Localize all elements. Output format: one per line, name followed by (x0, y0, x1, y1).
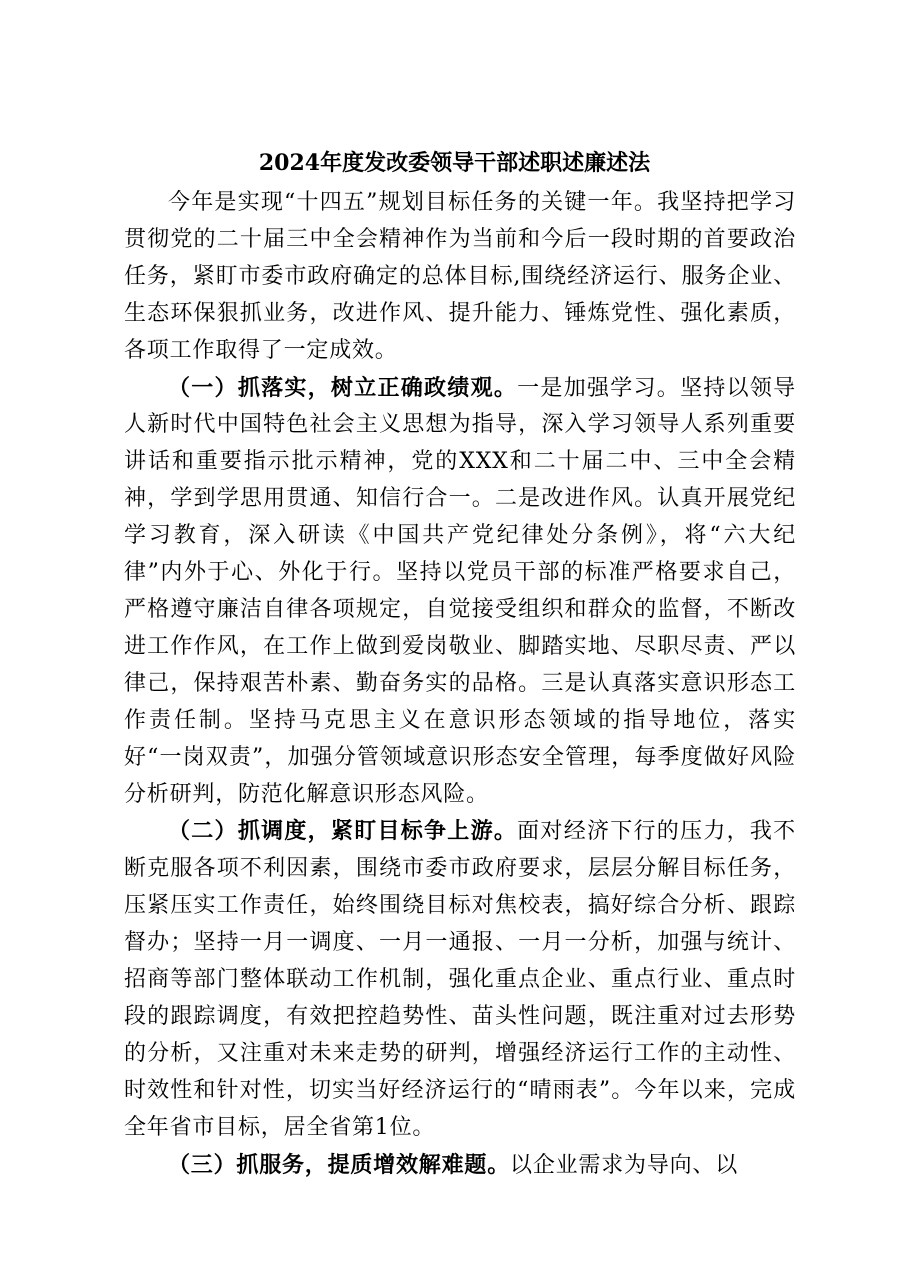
section-paragraph-2 (124, 813, 796, 1146)
section-text-2: 面对经济下行的压力，我不断克服各项不利因素，围绕市委市政府要求，层层分解目标任务，压紧压实工作责任，始终围绕目标对焦校表，搞好综合分析、跟踪督办；坚持一月一调度、一月一通报、一月一分析，加强与统计、招商等部门整体联动工作机制，强化重点企业、重点行业、重点时段的跟踪调度，有效把控趋势性、苗头性问题，既注重对过去形势的分析，又注重对未来走势的研判，增强经济运行工作的主动性、时效性和针对性，切实当好经济运行的“晴雨表”。今年以来，完成全年省市目标，居全省第1位。 (124, 819, 796, 1140)
section-paragraph-1 (124, 370, 796, 814)
document-title: 2024年度发改委领导干部述职述廉述法 (258, 150, 651, 176)
section-heading-1: （一）抓落实，树立正确政绩观。 (168, 374, 518, 401)
intro-paragraph: 今年是实现“十四五”规划目标任务的关键一年。我坚持把学习贯彻党的二十届三中全会精神作为当前和今后一段时期的首要政治任务，紧盯市委市政府确定的总体目标,围绕经济运行、服务企业、生态环保狠抓业务，改进作风、提升能力、锤炼党性、强化素质，各项工作取得了一定成效。 (124, 190, 796, 363)
section-text-3: 以企业需求为导向、以 (510, 1152, 739, 1178)
section-paragraph-3 (124, 1147, 796, 1185)
document-body (124, 185, 796, 1184)
section-heading-2: （二）抓调度，紧盯目标争上游。 (168, 818, 518, 845)
section-text-1: 一是加强学习。坚持以领导人新时代中国特色社会主义思想为指导，深入学习领导人系列重要讲话和重要指示批示精神，党的XXX和二十届二中、三中全会精神，学到学思用贯通、知信行合一。二是改进作风。认真开展党纪学习教育，深入研读《中国共产党纪律处分条例》，将“六大纪律”内外于心、外化于行。坚持以党员干部的标准严格要求自己，严格遵守廉洁自律各项规定，自觉接受组织和群众的监督，不断改进工作作风，在工作上做到爱岗敬业、脚踏实地、尽职尽责、严以律己，保持艰苦朴素、勤奋务实的品格。三是认真落实意识形态工作责任制。坚持马克思主义在意识形态领域的指导地位，落实好“一岗双责”，加强分管领域意识形态安全管理，每季度做好风险分析研判，防范化解意识形态风险。 (124, 375, 796, 807)
section-heading-3: （三）抓服务，提质增效解难题。 (168, 1151, 511, 1178)
